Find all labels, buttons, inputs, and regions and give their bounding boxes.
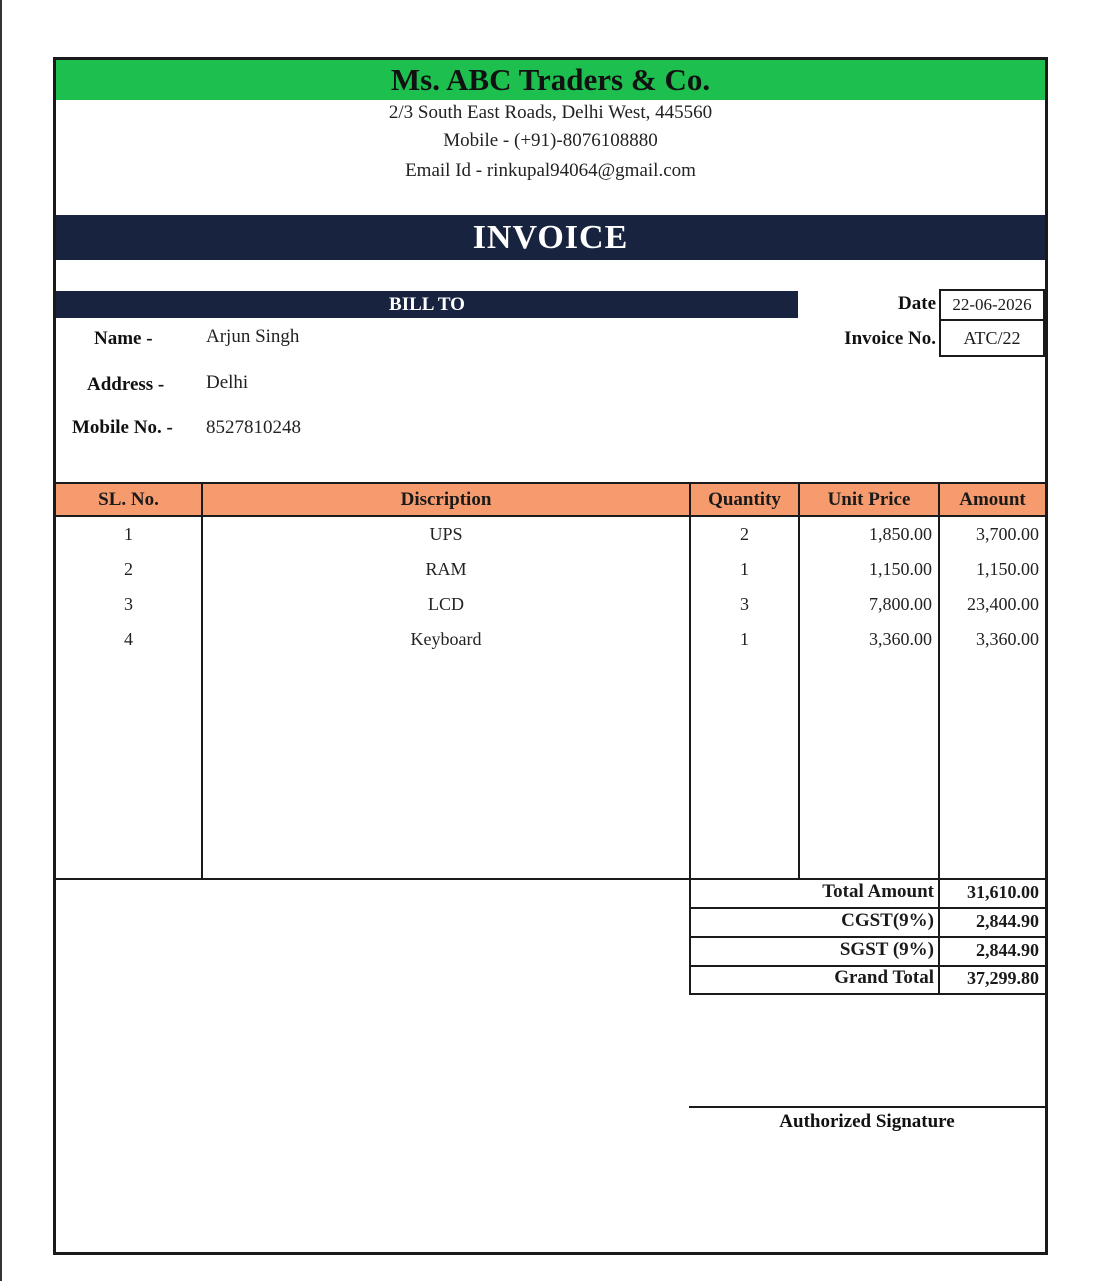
invoice-title: INVOICE [56, 215, 1045, 260]
grand-total-label: Grand Total [834, 967, 934, 988]
company-address: 2/3 South East Roads, Delhi West, 445560 [388, 102, 713, 123]
company-mobile: Mobile - (+91)-8076108880 [443, 130, 658, 151]
row-sl: 3 [124, 594, 133, 614]
page-edge [0, 0, 2, 1281]
signature-line [689, 1106, 1045, 1108]
row-amount: 23,400.00 [967, 594, 1039, 614]
row-amount: 1,150.00 [976, 559, 1039, 579]
mobile-label: Mobile No. - [72, 417, 173, 438]
company-email: Email Id - rinkupal94064@gmail.com [405, 160, 696, 181]
col-header-sl: SL. No. [98, 489, 159, 510]
total-amount: 31,610.00 [967, 882, 1039, 902]
col-header-unit-price: Unit Price [827, 489, 911, 510]
row-quantity: 1 [740, 629, 749, 649]
row-description: UPS [429, 524, 463, 544]
row-description: LCD [428, 594, 464, 614]
row-unit-price: 1,850.00 [869, 524, 932, 544]
totals-divider [689, 907, 1045, 909]
customer-name: Arjun Singh [206, 326, 300, 347]
row-amount: 3,700.00 [976, 524, 1039, 544]
bill-to-heading: BILL TO [56, 291, 798, 318]
col-header-description: Discription [400, 489, 492, 510]
customer-address: Delhi [206, 372, 249, 393]
grand-total: 37,299.80 [967, 968, 1039, 988]
sgst-label: SGST (9%) [839, 939, 934, 960]
row-sl: 4 [124, 629, 133, 649]
invoice-document [53, 57, 1048, 1255]
row-description: RAM [425, 559, 467, 579]
invoice-no-label: Invoice No. [844, 328, 936, 349]
row-description: Keyboard [410, 629, 482, 649]
cgst-amount: 2,844.90 [976, 911, 1039, 931]
date-label: Date [898, 293, 936, 314]
row-quantity: 1 [740, 559, 749, 579]
total-amount-label: Total Amount [822, 881, 934, 902]
invoice-date: 22-06-2026 [939, 289, 1045, 321]
col-header-quantity: Quantity [708, 489, 781, 510]
table-row [56, 622, 1045, 656]
row-sl: 2 [124, 559, 133, 579]
cgst-label: CGST(9%) [841, 910, 934, 931]
table-row [56, 587, 1045, 621]
totals-divider [689, 936, 1045, 938]
sgst-amount: 2,844.90 [976, 940, 1039, 960]
table-row [56, 552, 1045, 586]
row-quantity: 2 [740, 524, 749, 544]
name-label: Name - [94, 328, 153, 349]
company-name: Ms. ABC Traders & Co. [56, 60, 1045, 100]
row-amount: 3,360.00 [976, 629, 1039, 649]
address-label: Address - [87, 374, 165, 395]
col-header-amount: Amount [959, 489, 1026, 510]
items-table-header [56, 482, 1045, 517]
row-unit-price: 3,360.00 [869, 629, 932, 649]
table-row [56, 517, 1045, 551]
row-sl: 1 [124, 524, 133, 544]
row-quantity: 3 [740, 594, 749, 614]
invoice-number: ATC/22 [939, 319, 1045, 357]
totals-bottom-line [689, 993, 1045, 995]
table-bottom-line [56, 878, 1045, 880]
row-unit-price: 1,150.00 [869, 559, 932, 579]
customer-mobile: 8527810248 [206, 417, 301, 438]
authorized-signature: Authorized Signature [779, 1111, 955, 1132]
row-unit-price: 7,800.00 [869, 594, 932, 614]
